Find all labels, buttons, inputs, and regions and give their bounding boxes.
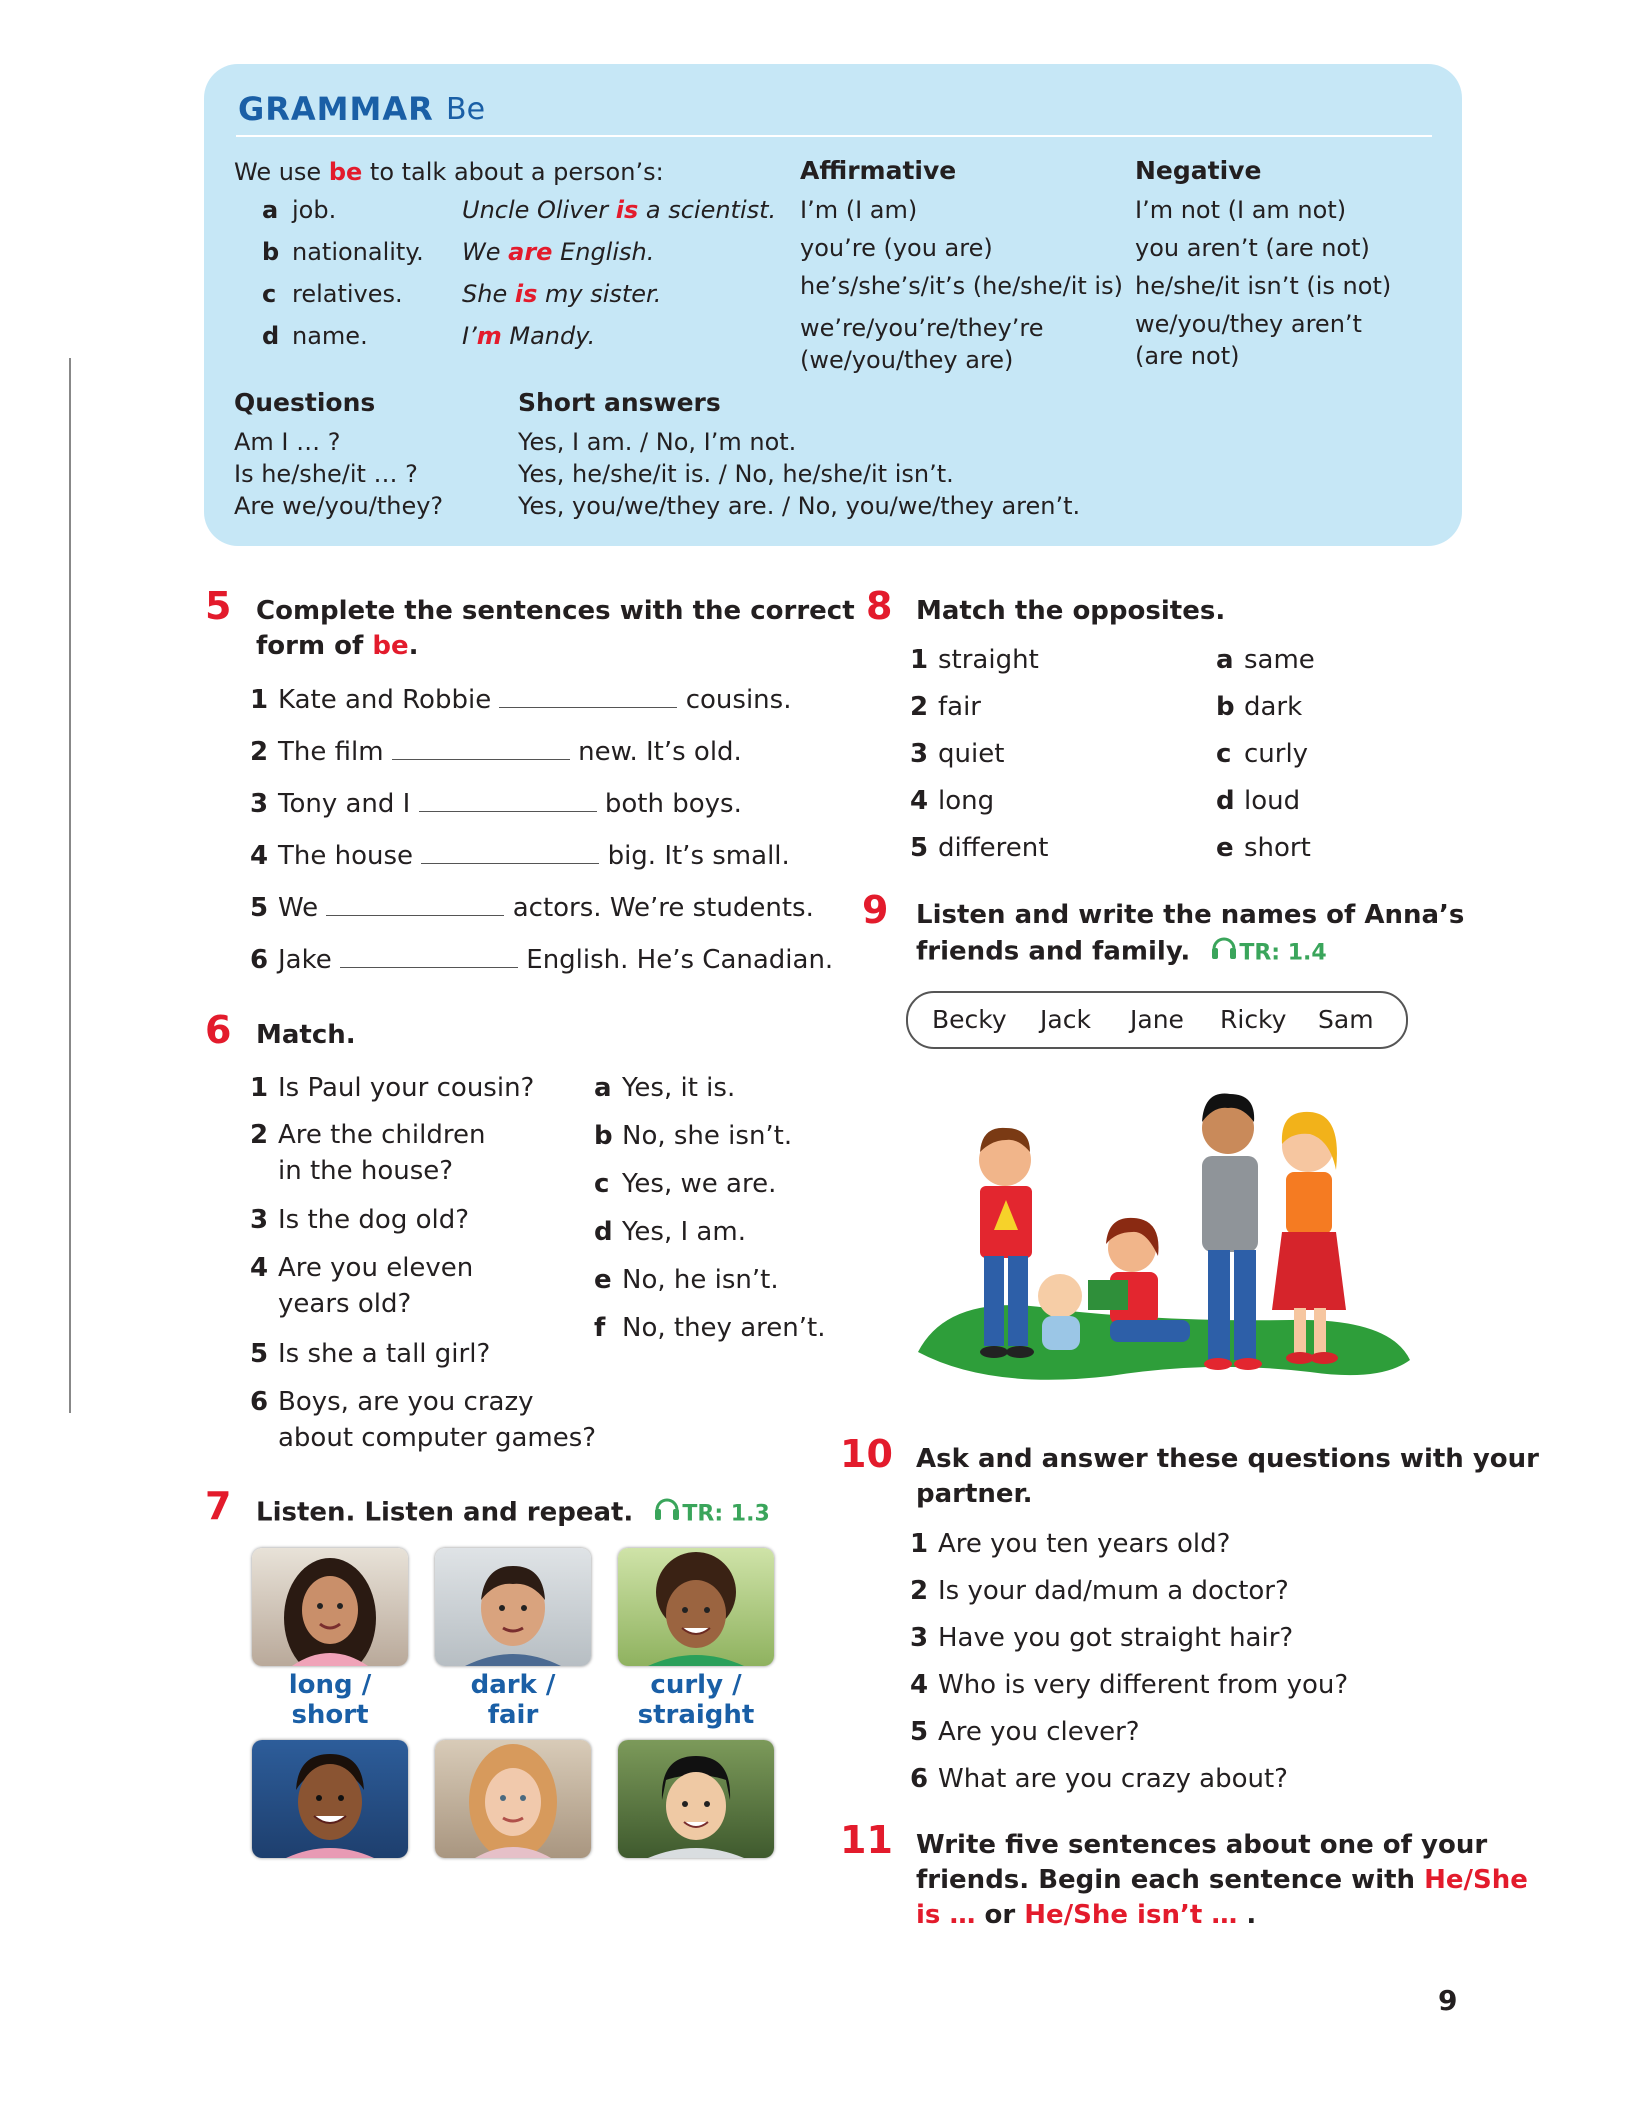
name-word: Ricky: [1220, 1005, 1287, 1034]
caption-line: curly /: [650, 1670, 742, 1700]
exercise-7-number: 7: [205, 1484, 232, 1528]
photo-straight-hair-boy: [618, 1740, 774, 1858]
opposite-right: c curly: [1216, 739, 1309, 769]
exercise-9-number: 9: [862, 888, 889, 932]
negative-heading: Negative: [1135, 156, 1262, 185]
exercise-10-item: 4 Who is very different from you?: [910, 1670, 1349, 1700]
grammar-use-row: a job. Uncle Oliver is a scientist.: [262, 196, 777, 224]
photo-dark-hair-boy: [435, 1548, 591, 1666]
exercise-10-item: 6 What are you crazy about?: [910, 1764, 1288, 1794]
name-word: Jane: [1130, 1005, 1184, 1034]
exercise-6-question: 6 Boys, are you crazy about computer games?: [250, 1387, 597, 1453]
negative-form: (are not): [1135, 342, 1240, 370]
short-answers-heading: Short answers: [518, 388, 721, 417]
photo-curly-hair-boy: [618, 1548, 774, 1666]
opposite-right: e short: [1216, 833, 1311, 863]
exercise-8-left-list: [910, 642, 1048, 877]
short-answer: Yes, you/we/they are. / No, you/we/they aren’t.: [518, 492, 1081, 520]
affirmative-form: we’re/you’re/they’re: [800, 314, 1044, 342]
answer-blank[interactable]: [326, 891, 504, 916]
name-word: Sam: [1318, 1005, 1374, 1034]
exercise-9-heading-line: Listen and write the names of Anna’s: [916, 900, 1465, 930]
exercise-6-answer: f No, they aren’t.: [594, 1313, 826, 1343]
exercise-6-number: 6: [205, 1008, 232, 1052]
exercise-7-heading: Listen. Listen and repeat. TR: 1.3: [256, 1494, 770, 1532]
affirmative-form: I’m (I am): [800, 196, 918, 224]
name-word-box: [906, 991, 1408, 1049]
exercise-8-heading: Match the opposites.: [916, 596, 1226, 626]
short-answer: Yes, he/she/it is. / No, he/she/it isn’t.: [518, 460, 954, 488]
exercise-5-item: 2 The film new. It’s old.: [250, 737, 742, 767]
exercise-5-item: 6 Jake English. He’s Canadian.: [250, 945, 834, 975]
exercise-5-number: 5: [205, 584, 232, 628]
exercise-5-heading-line: form of be.: [256, 631, 419, 661]
exercise-9-heading: [916, 898, 1464, 971]
family-illustration: [910, 1060, 1420, 1390]
exercise-6-heading: Match.: [256, 1020, 356, 1050]
answer-blank[interactable]: [340, 943, 518, 968]
short-answers-list: [518, 426, 1080, 522]
caption-line: fair: [487, 1700, 539, 1730]
exercise-6-question: 5 Is she a tall girl?: [250, 1339, 491, 1369]
questions-heading: Questions: [234, 388, 376, 417]
exercise-11-line: is … or He/She isn’t … .: [916, 1900, 1257, 1930]
exercise-5-heading-line: Complete the sentences with the correct: [256, 596, 855, 626]
grammar-use-row: c relatives. She is my sister.: [262, 280, 662, 308]
opposite-left: 2 fair: [910, 692, 981, 722]
short-answer: Yes, I am. / No, I’m not.: [518, 428, 797, 456]
exercise-9-heading-line: friends and family. TR: 1.4: [916, 933, 1464, 971]
grammar-use-row: b nationality. We are English.: [262, 238, 655, 266]
photo-fair-hair-girl: [435, 1740, 591, 1858]
photo-short-hair-girl: [252, 1740, 408, 1858]
exercise-10-heading-line: partner.: [916, 1479, 1033, 1509]
negative-list: [1135, 194, 1391, 372]
margin-line: [69, 358, 71, 1413]
exercise-8-number: 8: [866, 584, 893, 628]
exercise-10-item: 2 Is your dad/mum a doctor?: [910, 1576, 1289, 1606]
opposite-right: a same: [1216, 645, 1315, 675]
affirmative-form: (we/you/they are): [800, 346, 1014, 374]
exercise-11-line: Write five sentences about one of your: [916, 1830, 1488, 1860]
affirmative-form: you’re (you are): [800, 234, 993, 262]
exercise-5-item: 5 We actors. We’re students.: [250, 893, 814, 923]
affirmative-heading: Affirmative: [800, 156, 957, 185]
exercise-6-question: 1 Is Paul your cousin?: [250, 1073, 535, 1103]
caption-line: straight: [637, 1700, 755, 1730]
name-word: Becky: [932, 1005, 1007, 1034]
exercise-6-answer: e No, he isn’t.: [594, 1265, 779, 1295]
exercise-6-answer: c Yes, we are.: [594, 1169, 777, 1199]
exercise-5-item: 3 Tony and I both boys.: [250, 789, 742, 819]
question-form: Are we/you/they?: [234, 492, 444, 520]
track-label[interactable]: TR: 1.4: [1239, 940, 1327, 966]
answer-blank[interactable]: [421, 839, 599, 864]
exercise-11-heading: [916, 1828, 1528, 1933]
exercise-10-heading: [916, 1442, 1539, 1512]
exercise-10-item: 3 Have you got straight hair?: [910, 1623, 1294, 1653]
answer-blank[interactable]: [419, 787, 597, 812]
question-form: Is he/she/it … ?: [234, 460, 418, 488]
questions-list: [234, 426, 443, 522]
exercise-10-item: 5 Are you clever?: [910, 1717, 1140, 1747]
opposite-left: 4 long: [910, 786, 995, 816]
exercise-5-heading: [256, 594, 855, 664]
track-label[interactable]: TR: 1.3: [682, 1501, 770, 1527]
headphones-icon[interactable]: [652, 1494, 682, 1532]
exercise-6-answer: a Yes, it is.: [594, 1073, 736, 1103]
grammar-use-row: d name. I’m Mandy.: [262, 322, 596, 350]
exercise-10-heading-line: Ask and answer these questions with your: [916, 1444, 1539, 1474]
exercise-5-item: 1 Kate and Robbie cousins.: [250, 685, 792, 715]
negative-form: I’m not (I am not): [1135, 196, 1347, 224]
grammar-subtitle: Be: [446, 92, 486, 127]
negative-form: he/she/it isn’t (is not): [1135, 272, 1392, 300]
opposite-left: 3 quiet: [910, 739, 1005, 769]
caption-line: short: [291, 1700, 369, 1730]
grammar-title: GRAMMAR: [238, 90, 434, 128]
opposite-right: b dark: [1216, 692, 1303, 722]
page-number: 9: [1438, 1984, 1458, 2017]
opposite-left: 5 different: [910, 833, 1049, 863]
exercise-10-item: 1 Are you ten years old?: [910, 1529, 1231, 1559]
caption-line: long /: [288, 1670, 372, 1700]
exercise-5-item: 4 The house big. It’s small.: [250, 841, 790, 871]
answer-blank[interactable]: [392, 735, 570, 760]
caption-curly-straight: [618, 1670, 774, 1730]
grammar-intro: We use be to talk about a person’s:: [234, 158, 664, 186]
exercise-8-right-list: [1216, 642, 1315, 877]
exercise-10-number: 10: [840, 1432, 893, 1476]
exercise-6-answer: d Yes, I am.: [594, 1217, 746, 1247]
exercise-6-question: 4 Are you eleven years old?: [250, 1253, 474, 1319]
grammar-uses: [262, 194, 776, 362]
exercise-11-number: 11: [840, 1818, 893, 1862]
exercise-6-question: 3 Is the dog old?: [250, 1205, 470, 1235]
affirmative-list: [800, 194, 1123, 376]
caption-long-short: [252, 1670, 408, 1730]
photo-long-hair-girl: [252, 1548, 408, 1666]
caption-dark-fair: [435, 1670, 591, 1730]
exercise-6-question: 2 Are the children in the house?: [250, 1120, 486, 1186]
name-word: Jack: [1040, 1005, 1091, 1034]
exercise-10-list: [910, 1526, 1348, 1808]
negative-form: you aren’t (are not): [1135, 234, 1370, 262]
opposite-left: 1 straight: [910, 645, 1039, 675]
headphones-icon[interactable]: [1209, 933, 1239, 971]
caption-line: dark /: [470, 1670, 556, 1700]
grammar-divider: [236, 135, 1432, 137]
negative-form: we/you/they aren’t: [1135, 310, 1362, 338]
affirmative-form: he’s/she’s/it’s (he/she/it is): [800, 272, 1123, 300]
opposite-right: d loud: [1216, 786, 1301, 816]
exercise-6-answer: b No, she isn’t.: [594, 1121, 793, 1151]
question-form: Am I … ?: [234, 428, 341, 456]
exercise-11-line: friends. Begin each sentence with He/She: [916, 1865, 1528, 1895]
answer-blank[interactable]: [499, 683, 677, 708]
